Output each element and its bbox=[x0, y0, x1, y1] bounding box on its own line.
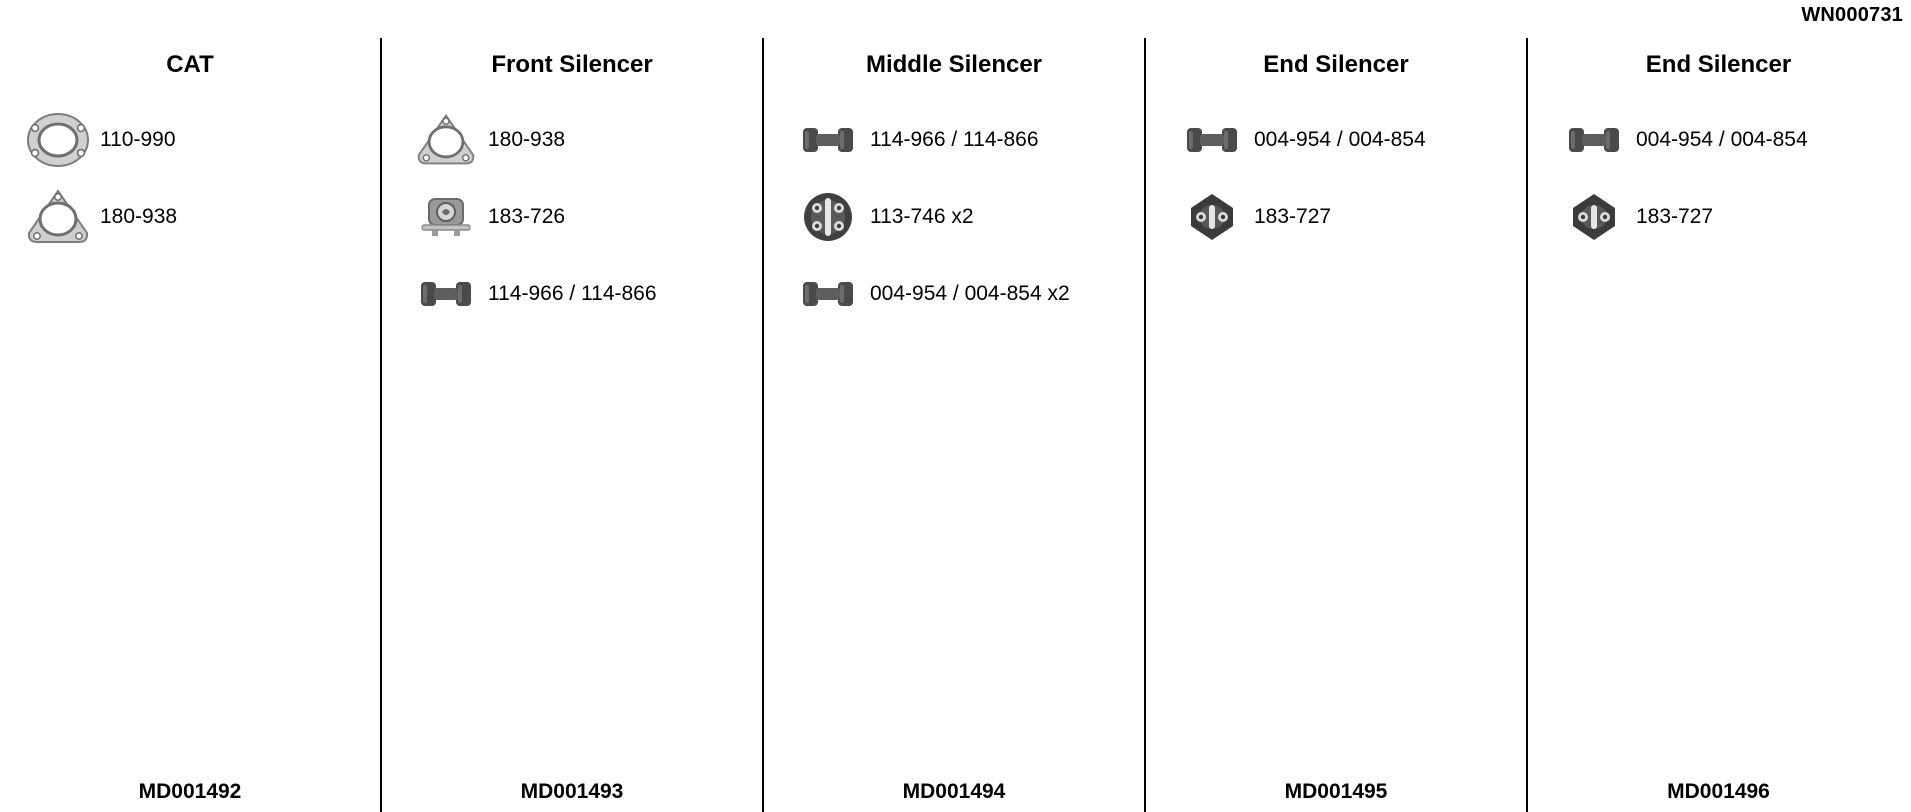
rubber-hanger-icon bbox=[1558, 109, 1630, 171]
parts-diagram bbox=[0, 38, 1911, 812]
exhaust-mount-bracket-icon bbox=[410, 186, 482, 248]
part-row[interactable] bbox=[1146, 178, 1526, 255]
parts-list bbox=[1528, 101, 1909, 255]
column-footer-code: MD001492 bbox=[138, 780, 242, 803]
column-footer-code: MD001496 bbox=[1667, 780, 1770, 803]
part-row[interactable] bbox=[0, 178, 380, 255]
parts-column-middle-silencer bbox=[762, 38, 1144, 812]
parts-list bbox=[0, 101, 380, 255]
part-row[interactable] bbox=[1528, 178, 1909, 255]
parts-column-front-silencer bbox=[380, 38, 762, 812]
part-label: 180-938 bbox=[488, 127, 566, 151]
parts-column-cat bbox=[0, 38, 380, 812]
part-label: 180-938 bbox=[100, 204, 178, 228]
part-label: 183-726 bbox=[488, 204, 566, 228]
rubber-mount-oval-icon bbox=[1176, 186, 1248, 248]
rubber-hanger-icon bbox=[792, 109, 864, 171]
column-title: Middle Silencer bbox=[865, 51, 1043, 78]
rubber-hanger-icon bbox=[1176, 109, 1248, 171]
column-title: End Silencer bbox=[1645, 51, 1792, 78]
parts-column-end-silencer-1 bbox=[1144, 38, 1526, 812]
part-label: 110-990 bbox=[100, 127, 176, 151]
reference-code: WN000731 bbox=[1801, 4, 1903, 26]
column-title: End Silencer bbox=[1263, 51, 1409, 78]
gasket-triangular-flange-icon bbox=[410, 109, 482, 171]
part-row[interactable] bbox=[764, 101, 1144, 178]
part-label: 114-966 / 114-866 bbox=[870, 127, 1039, 151]
part-label: 183-727 bbox=[1636, 204, 1714, 228]
column-footer-code: MD001493 bbox=[520, 780, 624, 803]
part-row[interactable] bbox=[764, 178, 1144, 255]
part-row[interactable] bbox=[382, 178, 762, 255]
part-row[interactable] bbox=[382, 255, 762, 332]
parts-list bbox=[382, 101, 762, 332]
parts-list bbox=[1146, 101, 1526, 255]
part-label: 004-954 / 004-854 x2 bbox=[870, 281, 1070, 305]
column-footer-code: MD001494 bbox=[902, 780, 1006, 803]
part-label: 114-966 / 114-866 bbox=[488, 281, 657, 305]
part-label: 004-954 / 004-854 bbox=[1636, 127, 1808, 151]
gasket-round-flange-icon bbox=[22, 109, 94, 171]
gasket-triangular-flange-icon bbox=[22, 186, 94, 248]
parts-column-end-silencer-2 bbox=[1526, 38, 1909, 812]
rubber-hanger-icon bbox=[792, 263, 864, 325]
part-row[interactable] bbox=[1528, 101, 1909, 178]
part-row[interactable] bbox=[382, 101, 762, 178]
column-footer-code: MD001495 bbox=[1284, 780, 1388, 803]
column-title: CAT bbox=[166, 51, 214, 78]
part-label: 113-746 x2 bbox=[870, 204, 974, 228]
column-title: Front Silencer bbox=[491, 51, 653, 78]
rubber-hanger-icon bbox=[410, 263, 482, 325]
rubber-mount-round-icon bbox=[792, 186, 864, 248]
part-row[interactable] bbox=[1146, 101, 1526, 178]
parts-list bbox=[764, 101, 1144, 332]
part-label: 183-727 bbox=[1254, 204, 1332, 228]
part-row[interactable] bbox=[0, 101, 380, 178]
rubber-mount-oval-icon bbox=[1558, 186, 1630, 248]
part-label: 004-954 / 004-854 bbox=[1254, 127, 1426, 151]
part-row[interactable] bbox=[764, 255, 1144, 332]
